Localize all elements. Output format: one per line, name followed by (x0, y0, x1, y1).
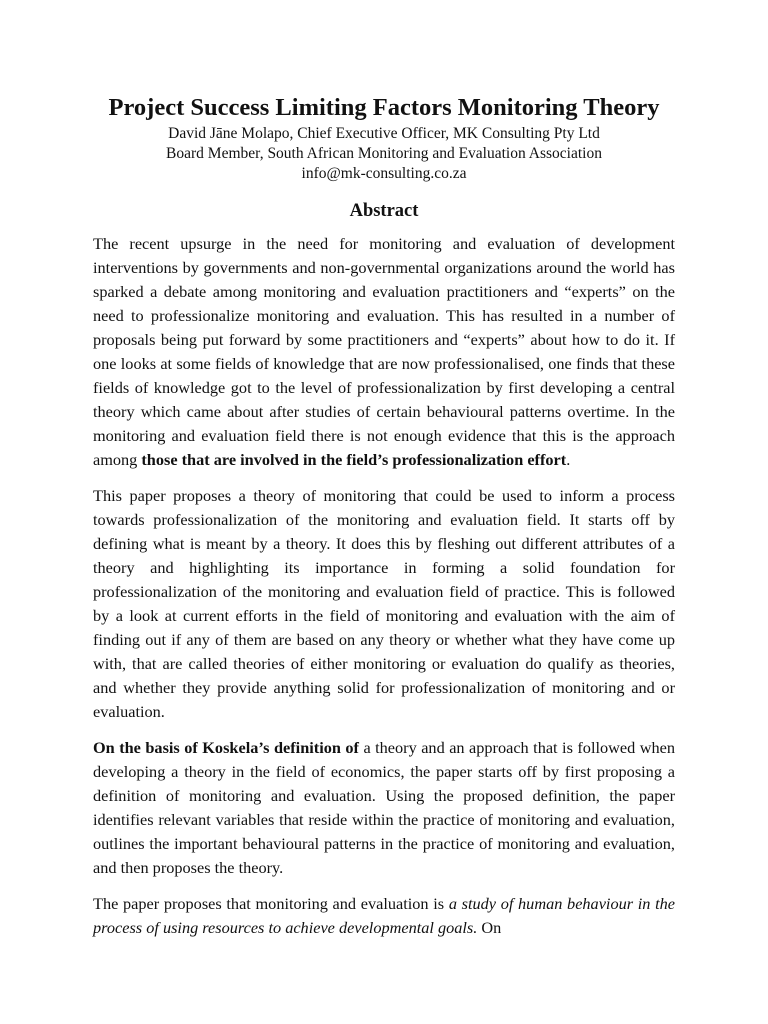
p4-italic-text: a study of human behaviour in the process of using resources to achieve developmental goals. (93, 894, 675, 937)
abstract-paragraph-3 (93, 736, 675, 880)
byline (93, 124, 675, 184)
p2-text: This paper proposes a theory of monitoring that could be used to inform a process towards professionalization of the monitoring and evaluation field. It starts off by defining what is meant by a theory. It does this by fleshing out different attributes of a theory and highlighting its importance in forming a solid foundation for professionalization of the monitoring and evaluation field of practice. This is followed by a look at current efforts in the field of monitoring and evaluation with the aim of finding out if any of them are based on any theory or whether what they have come up with, that are called theories of either monitoring or evaluation do qualify as theories, and whether they provide anything solid for professionalization of monitoring and or evaluation. (93, 486, 675, 721)
abstract-heading: Abstract (349, 201, 419, 221)
abstract-paragraph-1 (93, 232, 675, 472)
affiliation-line: Board Member, South African Monitoring and Evaluation Association (166, 145, 602, 162)
p4-end: On (477, 918, 502, 937)
p4-text: The paper proposes that monitoring and evaluation is (93, 894, 449, 913)
paper-page (93, 92, 675, 952)
abstract-paragraph-4 (93, 892, 675, 940)
p1-bold-text: those that are involved in the field’s professionalization effort (141, 450, 567, 469)
abstract-paragraph-2 (93, 484, 675, 724)
p3-text: a theory and an approach that is followed when developing a theory in the field of economics, the paper starts off by first proposing a definition of monitoring and evaluation. Using the proposed definition, the paper identifies relevant variables that reside within the practice of monitoring and evaluation, outlines the important behavioural patterns in the practice of monitoring and evaluation, and then proposes the theory. (93, 738, 676, 877)
p1-end: . (566, 450, 571, 469)
author-line: David Jāne Molapo, Chief Executive Officer, MK Consulting Pty Ltd (168, 125, 600, 142)
paper-title: Project Success Limiting Factors Monitoring Theory (108, 94, 660, 121)
p1-text: The recent upsurge in the need for monitoring and evaluation of development interventions by governments and non-governmental organizations around the world has sparked a debate among monitoring and evaluation practitioners and “experts” on the need to professionalize monitoring and evaluation. This has resulted in a number of proposals being put forward by some practitioners and “experts” about how to do it. If one looks at some fields of knowledge that are now professionalised, one finds that these fields of knowledge got to the level of professionalization by first developing a central theory which came about after studies of certain behavioural patterns overtime. In the monitoring and evaluation field there is not enough evidence that this is the approach among (93, 234, 675, 469)
author-email: info@mk-consulting.co.za (301, 165, 467, 182)
p3-bold-text: On the basis of Koskela’s definition of (93, 738, 359, 757)
